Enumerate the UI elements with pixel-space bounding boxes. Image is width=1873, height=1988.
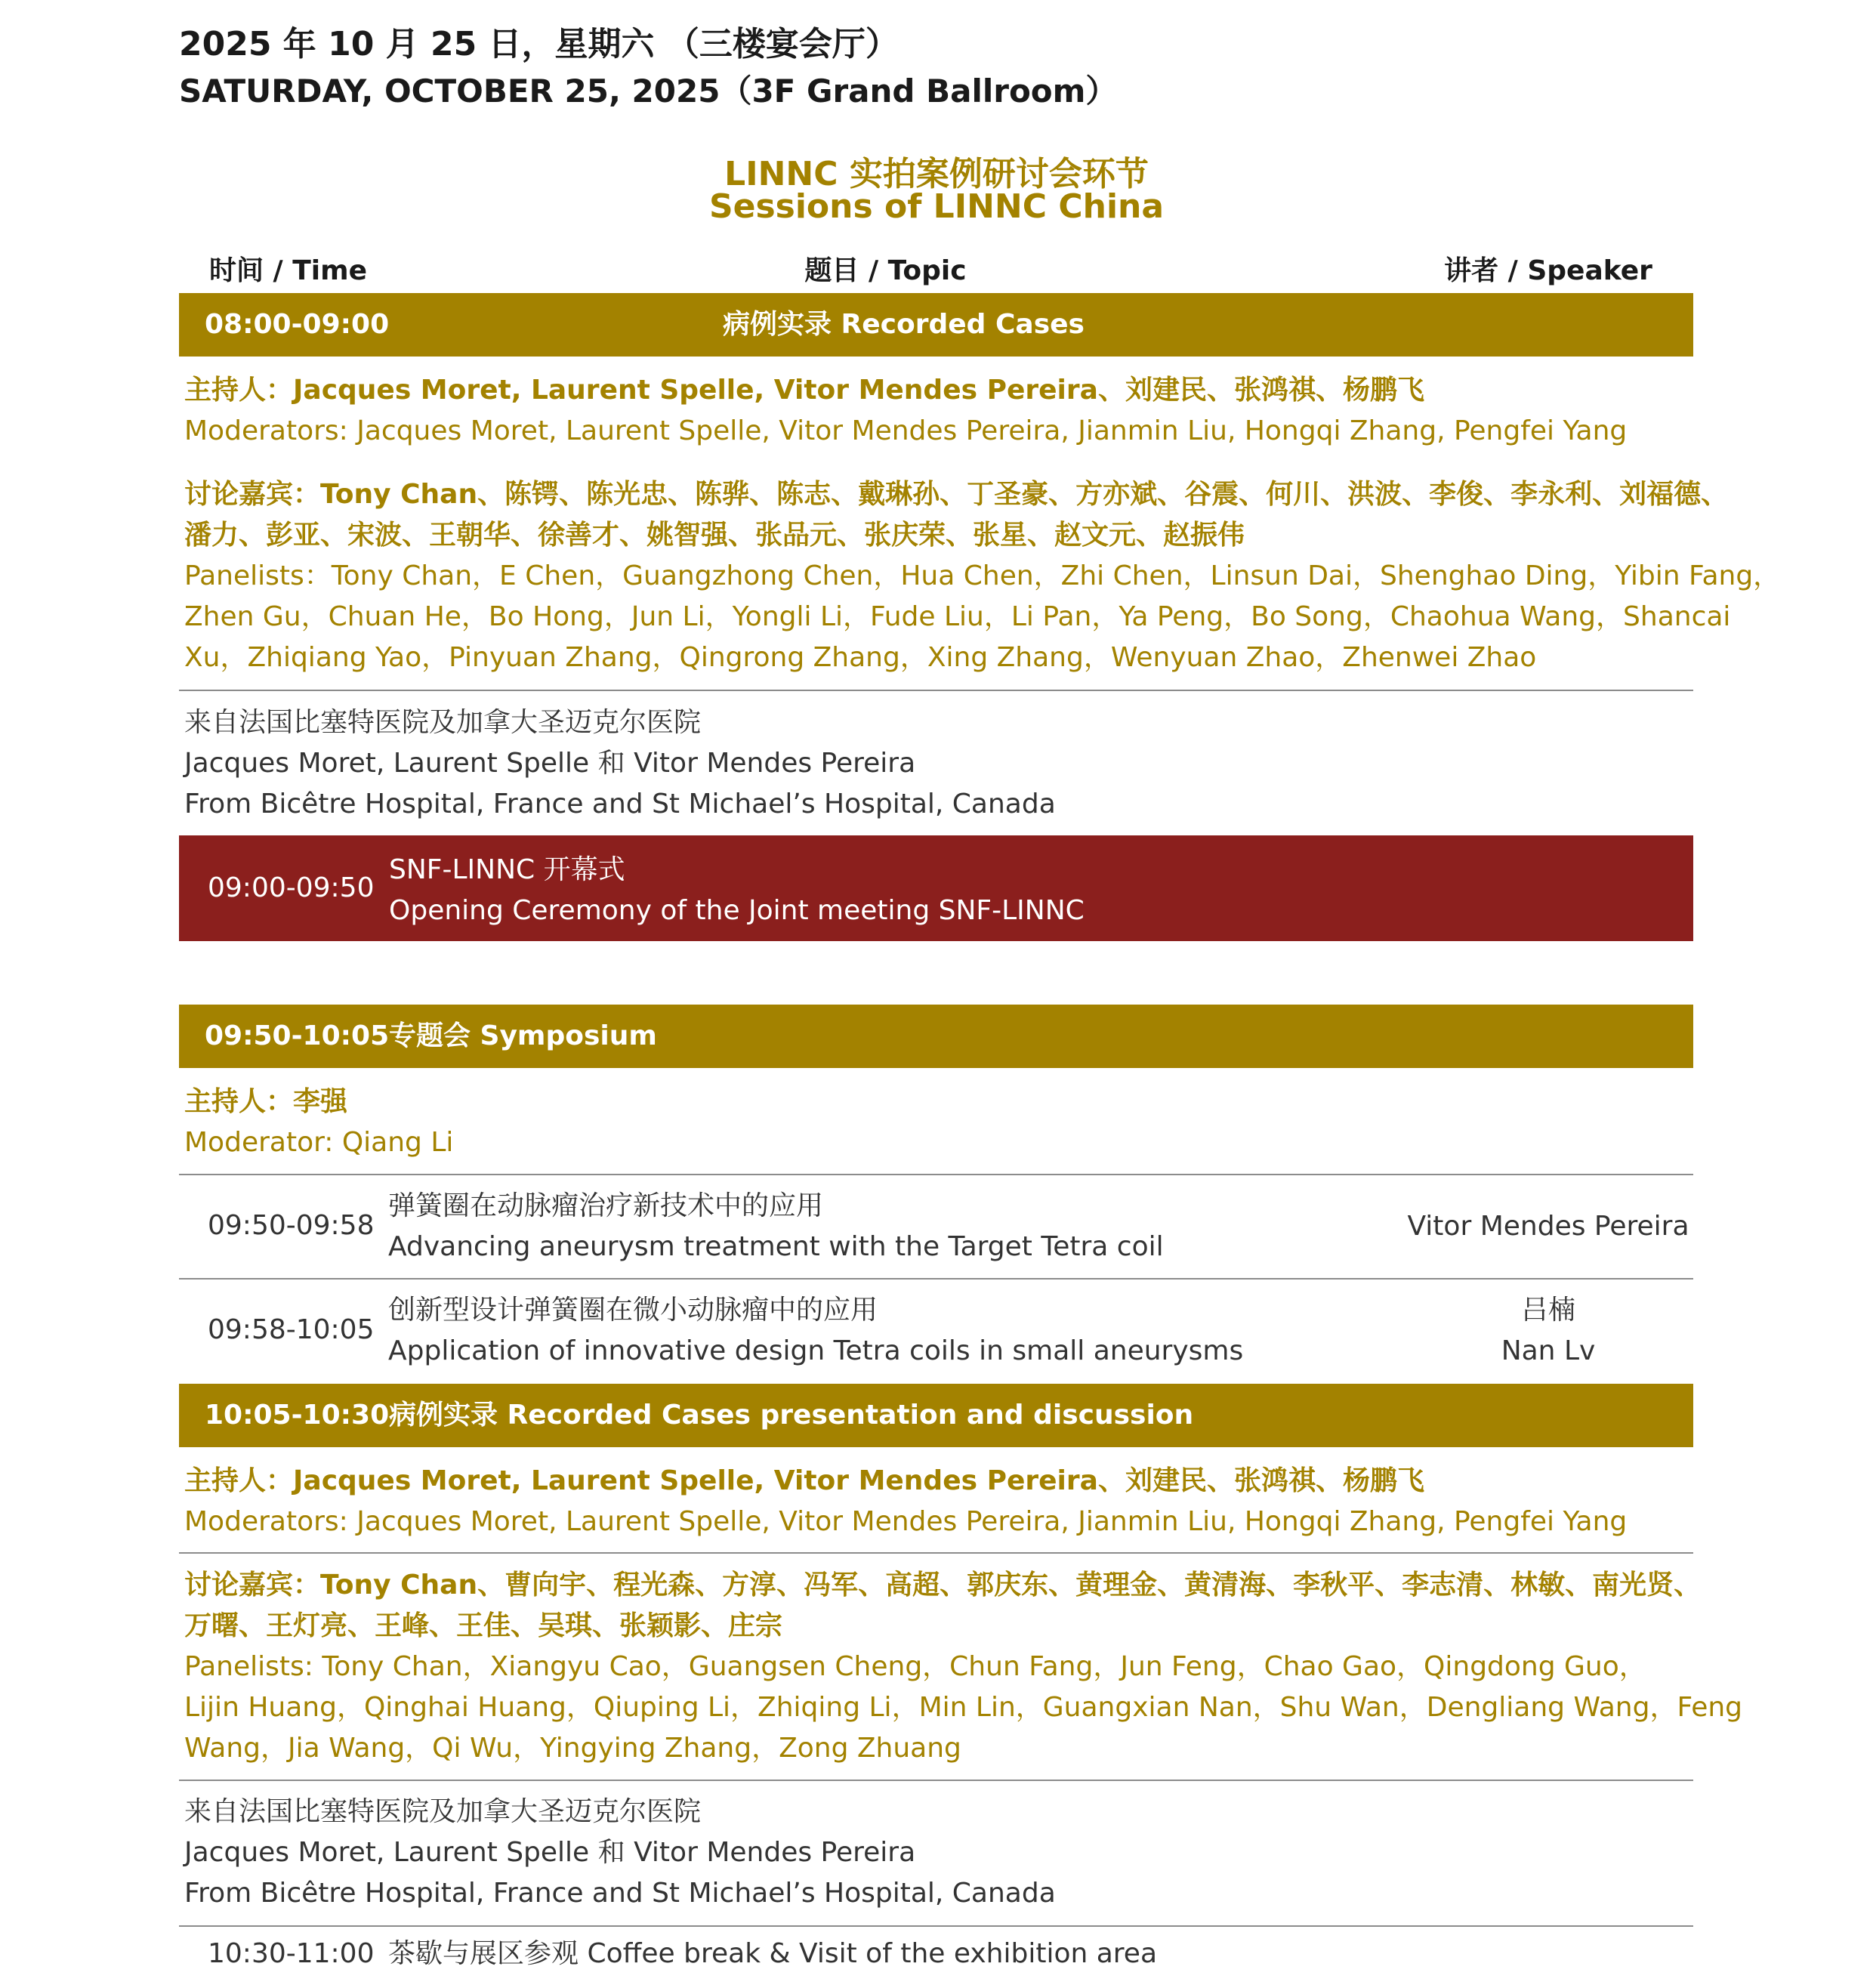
column-header-time: 时间 / Time	[209, 255, 368, 286]
talk-title-en: Advancing aneurysm treatment with the Target Tetra coil	[388, 1231, 1164, 1262]
moderators-cn: 主持人：Jacques Moret, Laurent Spelle, Vitor Mendes Pereira、刘建民、张鸿祺、杨鹏飞	[184, 375, 1424, 406]
moderators-en: Moderators: Jacques Moret, Laurent Spelle, Vitor Mendes Pereira, Jianmin Liu, Hongqi Zhang, Pengfei Yang	[184, 1506, 1628, 1537]
panelists-cn-line: 潘力、彭亚、宋波、王朝华、徐善才、姚智强、张品元、张庆荣、张星、赵文元、赵振伟	[184, 520, 1245, 551]
panelists-cn-line: 讨论嘉宾：Tony Chan、陈锷、陈光忠、陈骅、陈志、戴琳孙、丁圣豪、方亦斌、谷震、何川、洪波、李俊、李永利、刘福德、	[184, 479, 1729, 510]
section-time: 08:00-09:00	[205, 309, 390, 340]
coffee-time: 10:30-11:00	[208, 1938, 375, 1969]
from-hospitals-cn: 来自法国比塞特医院及加拿大圣迈克尔医院	[184, 707, 702, 738]
panelists-en-line: Wang，Jia Wang，Qi Wu，Yingying Zhang，Zong Zhuang	[184, 1733, 961, 1764]
divider	[179, 1278, 1693, 1280]
section-bar-recorded-cases-discussion	[179, 1384, 1693, 1447]
from-hospitals-en: From Bicêtre Hospital, France and St Michael’s Hospital, Canada	[184, 1878, 1056, 1909]
talk-title-en: Application of innovative design Tetra coils in small aneurysms	[388, 1335, 1244, 1366]
from-names: Jacques Moret, Laurent Spelle 和 Vitor Mendes Pereira	[184, 748, 916, 779]
divider	[179, 690, 1693, 691]
talk-title-cn: 创新型设计弹簧圈在微小动脉瘤中的应用	[388, 1295, 878, 1326]
moderator-en: Moderator: Qiang Li	[184, 1127, 454, 1158]
day-title-en: SATURDAY, OCTOBER 25, 2025（3F Grand Ballroom）	[179, 73, 1118, 110]
panelists-en-line: Zhen Gu，Chuan He，Bo Hong，Jun Li，Yongli Li，Fude Liu，Li Pan，Ya Peng，Bo Song，Chaohua Wang，Shancai	[184, 601, 1731, 632]
opening-title-en: Opening Ceremony of the Joint meeting SNF-LINNC	[389, 895, 1085, 926]
section-label: 专题会 Symposium	[389, 1020, 657, 1051]
section-time: 09:50-10:05	[205, 1020, 390, 1051]
panelists-en-line: Panelists：Tony Chan，E Chen，Guangzhong Chen，Hua Chen，Zhi Chen，Linsun Dai，Shenghao Ding，Yibin Fang，	[184, 560, 1781, 591]
panelists-en-line: Panelists: Tony Chan，Xiangyu Cao，Guangsen Cheng，Chun Fang，Jun Feng，Chao Gao，Qingdong Guo，	[184, 1651, 1646, 1682]
panelists-en-line: Xu，Zhiqiang Yao，Pinyuan Zhang，Qingrong Zhang，Xing Zhang，Wenyuan Zhao，Zhenwei Zhao	[184, 642, 1537, 673]
section-time: 10:05-10:30	[205, 1400, 390, 1431]
talk-speaker: Vitor Mendes Pereira	[1407, 1211, 1689, 1242]
divider	[179, 1174, 1693, 1175]
talk-speaker-cn: 吕楠	[1520, 1295, 1575, 1326]
session-title-cn: LINNC 实拍案例研讨会环节	[724, 155, 1149, 193]
column-header-speaker: 讲者 / Speaker	[1444, 255, 1652, 286]
panelists-en-line: Lijin Huang，Qinghai Huang，Qiuping Li，Zhiqing Li，Min Lin，Guangxian Nan，Shu Wan，Dengliang Wang，Feng	[184, 1692, 1743, 1723]
section-bar-recorded-cases	[179, 293, 1693, 357]
panelists-cn-line: 讨论嘉宾：Tony Chan、曹向宇、程光森、方淳、冯军、高超、郭庆东、黄理金、黄清海、李秋平、李志清、林敏、南光贤、	[184, 1570, 1702, 1601]
opening-title-cn: SNF-LINNC 开幕式	[389, 854, 625, 885]
moderators-cn: 主持人：Jacques Moret, Laurent Spelle, Vitor Mendes Pereira、刘建民、张鸿祺、杨鹏飞	[184, 1465, 1424, 1496]
section-bar-symposium	[179, 1005, 1693, 1068]
section-label: 病例实录 Recorded Cases presentation and discussion	[389, 1400, 1194, 1431]
session-title-en: Sessions of LINNC China	[708, 187, 1165, 226]
talk-title-cn: 弹簧圈在动脉瘤治疗新技术中的应用	[388, 1190, 824, 1221]
column-header-topic: 题目 / Topic	[804, 255, 967, 286]
opening-ceremony-bar	[179, 835, 1693, 941]
divider	[179, 1552, 1693, 1554]
talk-time: 09:58-10:05	[208, 1314, 375, 1345]
moderators-en: Moderators: Jacques Moret, Laurent Spelle, Vitor Mendes Pereira, Jianmin Liu, Hongqi Zhang, Pengfei Yang	[184, 415, 1628, 446]
opening-time: 09:00-09:50	[208, 872, 375, 903]
coffee-title: 茶歇与展区参观 Coffee break & Visit of the exhibition area	[388, 1938, 1158, 1969]
moderator-cn: 主持人：李强	[184, 1086, 348, 1117]
divider	[179, 1780, 1693, 1781]
talk-time: 09:50-09:58	[208, 1210, 375, 1241]
talk-speaker-en: Nan Lv	[1501, 1335, 1596, 1366]
panelists-cn-line: 万曙、王灯亮、王峰、王佳、吴琪、张颖影、庄宗	[184, 1610, 783, 1641]
from-names: Jacques Moret, Laurent Spelle 和 Vitor Mendes Pereira	[184, 1837, 916, 1868]
section-label: 病例实录 Recorded Cases	[723, 309, 1085, 340]
from-hospitals-cn: 来自法国比塞特医院及加拿大圣迈克尔医院	[184, 1796, 702, 1827]
day-title-cn: 2025 年 10 月 25 日，星期六 （三楼宴会厅）	[179, 25, 899, 63]
from-hospitals-en: From Bicêtre Hospital, France and St Michael’s Hospital, Canada	[184, 789, 1056, 820]
divider	[179, 1925, 1693, 1927]
